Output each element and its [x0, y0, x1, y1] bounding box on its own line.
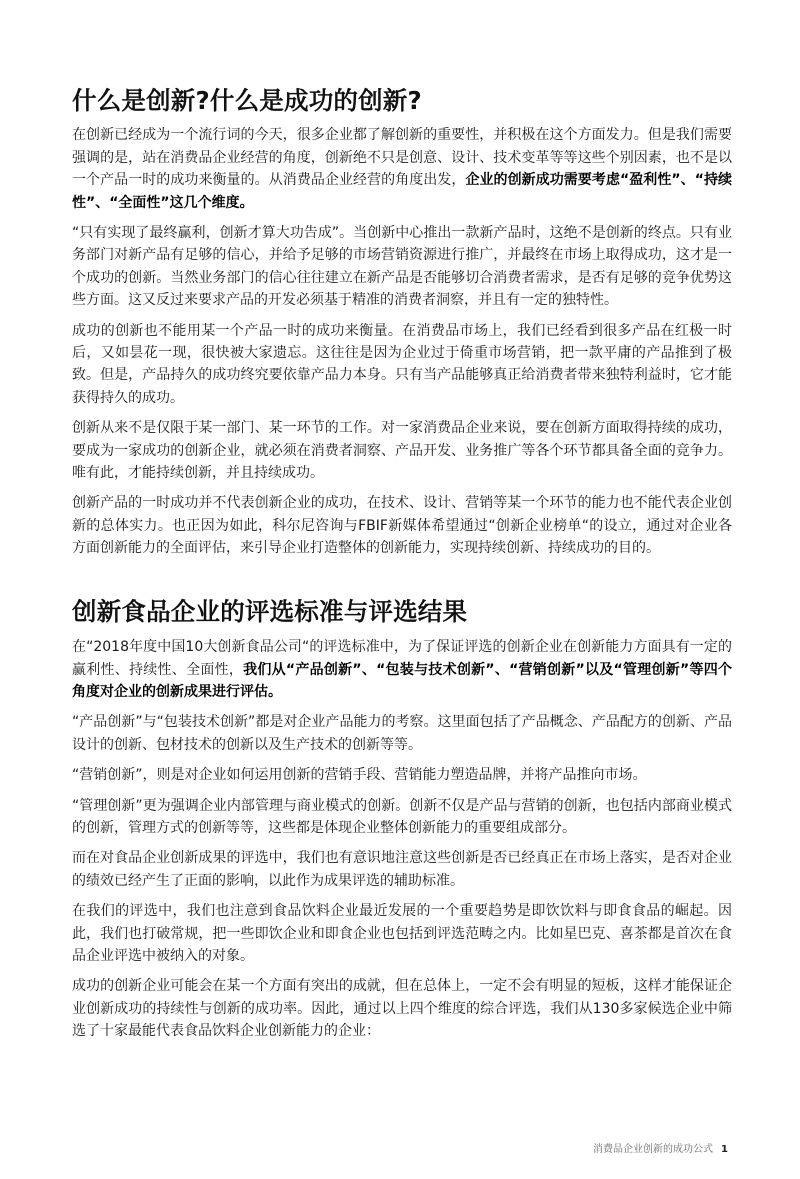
- section-1-paragraph-3: 成功的创新也不能用某一个产品一时的成功来衡量。在消费品市场上，我们已经看到很多产品在红极一时后，又如昙花一现，很快被大家遗忘。这往往是因为企业过于倚重市场营销，把一款平庸的产品推到了极致。但是，产品持久的成功终究要依靠产品力本身。只有当产品能够真正给消费者带来独特利益时，它才能获得持久的成功。: [72, 322, 732, 406]
- section-1-body: [72, 124, 732, 559]
- section-2-paragraph-2: “产品创新”与“包装技术创新”都是对企业产品能力的考察。这里面包括了产品概念、产品配方的创新、产品设计的创新、包材技术的创新以及生产技术的创新等等。: [72, 714, 732, 753]
- section-1-paragraph-1: [72, 124, 732, 214]
- section-2-paragraph-1-emphasis: 我们从“产品创新”、“包装与技术创新”、“营销创新”以及“管理创新”等四个角度对企业的创新成果进行评估。: [72, 661, 733, 700]
- page-number: 1: [721, 1144, 728, 1155]
- section-2-body: [72, 636, 732, 1043]
- page-footer: [593, 1140, 728, 1155]
- section-1-paragraph-2: “只有实现了最终赢利，创新才算大功告成”。当创新中心推出一款新产品时，这绝不是创新的终点。只有业务部门对新产品有足够的信心，并给予足够的市场营销资源进行推广，并最终在市场上取得成功，这才是一个成功的创新。当然业务部门的信心往往建立在新产品是否能够切合消费者需求，是否有足够的竞争优势这些方面。这又反过来要求产品的开发必须基于精准的消费者洞察，并且有一定的独特性。: [72, 225, 732, 309]
- footer-title: 消费品企业创新的成功公式: [593, 1144, 714, 1155]
- section-2-heading: 创新食品企业的评选标准与评选结果: [72, 596, 468, 626]
- section-2-paragraph-3: “营销创新”，则是对企业如何运用创新的营销手段、营销能力塑造品牌，并将产品推向市场。: [72, 767, 647, 784]
- section-2-paragraph-4: “管理创新”更为强调企业内部管理与商业模式的创新。创新不仅是产品与营销的创新，也包括内部商业模式的创新，管理方式的创新等等，这些都是体现企业整体创新能力的重要组成部分。: [72, 797, 732, 836]
- section-1-paragraph-1-emphasis: 企业的创新成功需要考虑“盈利性”、“持续性”、“全面性”这几个维度。: [72, 172, 733, 211]
- section-1-heading: 什么是创新?什么是成功的创新?: [72, 86, 422, 115]
- section-2-paragraph-7: 成功的创新企业可能会在某一个方面有突出的成就，但在总体上，一定不会有明显的短板，这样才能保证企业创新成功的持续性与创新的成功率。因此，通过以上四个维度的综合评选，我们从130多家候选企业中筛选了十家最能代表食品饮料企业创新能力的企业：: [72, 978, 732, 1040]
- section-2-paragraph-5: 而在对食品企业创新成果的评选中，我们也有意识地注意这些创新是否已经真正在市场上落实，是否对企业的绩效已经产生了正面的影响，以此作为成果评选的辅助标准。: [72, 850, 732, 889]
- section-2-paragraph-1: [72, 636, 732, 703]
- section-1-paragraph-4: 创新从来不是仅限于某一部门、某一环节的工作。对一家消费品企业来说，要在创新方面取得持续的成功，要成为一家成功的创新企业，就必须在消费者洞察、产品开发、业务推广等各个环节都具备全面的竞争力。唯有此，才能持续创新，并且持续成功。: [72, 420, 732, 482]
- document-page: [72, 0, 732, 1051]
- section-2-paragraph-1-text: 在“2018年度中国10大创新食品公司“的评选标准中，为了保证评选的创新企业在创新能力方面具有一定的赢利性、持续性、全面性，: [72, 639, 732, 678]
- section-2-paragraph-6: 在我们的评选中，我们也注意到食品饮料企业最近发展的一个重要趋势是即饮饮料与即食食品的崛起。因此，我们也打破常规，把一些即饮企业和即食企业也包括到评选范畴之内。比如星巴克、喜茶都是首次在食品企业评选中被纳入的对象。: [72, 903, 732, 964]
- section-1-paragraph-1-text: 在创新已经成为一个流行词的今天，很多企业都了解创新的重要性，并积极在这个方面发力。但是我们需要强调的是，站在消费品企业经营的角度，创新绝不只是创意、设计、技术变革等等这些个别因素，也不是以一个产品一时的成功来衡量的。从消费品企业经营的角度出发，: [72, 127, 732, 189]
- section-1-paragraph-5: 创新产品的一时成功并不代表创新企业的成功，在技术、设计、营销等某一个环节的能力也不能代表企业创新的总体实力。也正因为如此，科尔尼咨询与FBIF新媒体希望通过“创新企业榜单“的设立，通过对企业各方面创新能力的全面评估，来引导企业打造整体的创新能力，实现持续创新、持续成功的目的。: [72, 495, 732, 557]
